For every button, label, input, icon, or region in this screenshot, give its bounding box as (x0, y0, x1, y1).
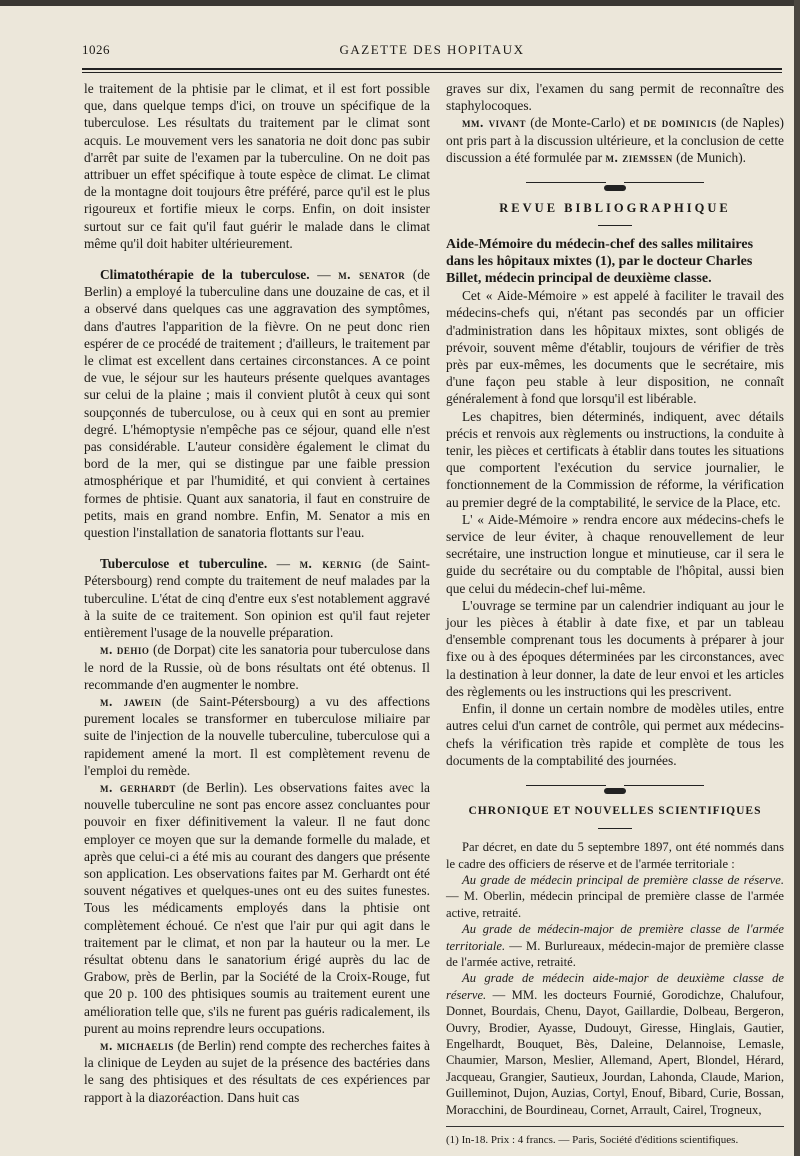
short-rule (598, 828, 632, 829)
right-column (446, 80, 784, 1147)
review-paragraph: L' « Aide-Mémoire » rendra encore aux médecins-chefs le service de leur éviter, à chaque renouvellement de leur secrétaire, une instruction longue et minutieuse, car il sera le guide du secrétaire ou du comptable de l'hôpital, aussi bien que celui du médecin-chef lui-même. (446, 511, 784, 596)
page-header (82, 42, 782, 64)
chronique-paragraph: Au grade de médecin aide-major de deuxième classe de réserve. — MM. les docteurs Fournié, Gorodichze, Chalufour, Donnet, Bourdais, Chenu, Dayot, Gaillardie, Dolbeau, Bergeron, Ouvry, Brodier, Ayasse, Dudouyt, Giresse, Hinglais, Gautier, Engelhardt, Bouquet, Bès, Daleine, Delannoise, Lemasle, Chaumier, Marson, Meslier, Allemand, Apert, Blondel, Hérard, Jacqueau, Grangier, Sautieux, Jourdan, Lahonda, Claude, Marion, Guilleminot, Dujon, Auzias, Cortyl, Enouf, Bibard, Curie, Bossan, Moracchini, de Bourdineau, Cornet, Arrault, Cairel, Trogneux, (446, 971, 784, 1117)
review-paragraph: Cet « Aide-Mémoire » est appelé à faciliter le travail des médecins-chefs qui, n'étant pas secondés par un officier d'administration dans les hôpitaux mixtes, sont obligés de prévoir, souvent même d'établir, toujours de vérifier de très près par eux-mêmes, les documents que le secrétaire, mis d'une façon peu stable à leur disposition, ne connaît généralement à fond que lorsqu'il est libérable. (446, 288, 784, 407)
section-heading-revue: REVUE BIBLIOGRAPHIQUE (499, 201, 731, 216)
author-name: m. ziemssen (605, 149, 673, 165)
chronique-paragraph: Par décret, en date du 5 septembre 1897, ont été nommés dans le cadre des officiers de réserve et de l'armée territoriale : (446, 840, 784, 871)
section-heading-chronique: CHRONIQUE ET NOUVELLES SCIENTIFIQUES (468, 804, 762, 817)
footnote: (1) In-18. Prix : 4 francs. — Paris, Société d'éditions scientifiques. (446, 1134, 739, 1147)
author-name: m. senator (338, 267, 406, 283)
review-paragraph: Les chapitres, bien déterminés, indiquent, avec détails précis et renvois aux règlements ou instructions, la conduite à tenir, les pièces et certificats à établir dans toutes les situations que comportent l'exécution du service journalier, le fonctionnement de la Commission de réforme, la vérification au premier degré de la comptabilité, le service de la Place, etc. (446, 408, 784, 510)
author-name: de dominicis (643, 115, 717, 131)
chronique-paragraph: Au grade de médecin principal de première classe de réserve. — M. Oberlin, médecin principal de première classe de l'armée active, retraité. (446, 872, 784, 920)
paragraph-continuation: graves sur dix, l'examen du sang permit de reconnaître des staphylocoques. (446, 81, 784, 114)
paragraph-michaelis: m. michaelis (de Berlin) rend compte des recherches faites à la clinique de Leyden au sujet de la présence des bactéries dans le sang des phtisiques et des résultats de ces expériences par rapport à la diazoréaction. Dans huit cas (84, 1037, 430, 1105)
section-climatotherapie: Climatothérapie de la tuberculose. — m. senator (de Berlin) a employé la tuberculine dans une douzaine de cas, et il a observé dans quelques cas une aggravation des symptômes, dans d'autres l'apparition de la fièvre. On ne peut donc rien espérer de ce procédé de traitement ; d'ailleurs, le traitement par le climat est excellent dans certaines circonstances. A ce point de vue, le séjour sur les hauteurs présente quelques avantages sur celui de la plaine ; mais il convient plutôt à ceux qui sont soupçonnés de tuberculose, ou à ceux qui en sont au premier degré. L'hémoptysie n'empêche pas ce séjour, quand elle n'est pas considérable. L'auteur considère également le climat du bord de la mer, qui se distingue par une faible pression atmosphérique et par l'humidité, et qui convient à certaines formes de phtisie. Quant aux sanatoria, il faut en construire de petits, mais en grand nombre. Enfin, M. Senator a mis en question l'installation de sanatoria flottants sur l'eau. (84, 267, 431, 541)
author-name: m. michaelis (100, 1037, 174, 1053)
left-column (84, 80, 430, 1106)
section-title: Tuberculose et tuberculine. (100, 556, 268, 572)
section-title: Climatothérapie de la tuberculose. (100, 267, 310, 283)
author-name: m. jawein (100, 693, 162, 709)
journal-title: GAZETTE DES HOPITAUX (339, 42, 525, 57)
review-paragraph: L'ouvrage se termine par un calendrier indiquant au jour le jour les pièces à établir à date fixe, et par un tableau d'ensemble comprenant tous les documents à préparer à jour fixe ou à des époques déterminées par les circonstances, avec la destination à leur donner, la date de leur envoi et les articles des règlements ou les instructions qui les prescrivent. (446, 597, 784, 699)
author-name: m. gerhardt (100, 779, 176, 795)
author-name: m. dehio (100, 642, 150, 658)
paragraph-dehio: m. dehio (de Dorpat) cite les sanatoria pour tuberculose dans le nord de la Russie, où de bons résultats ont été obtenus. Il recommande d'en augmenter le nombre. (84, 642, 430, 692)
page-right-edge (794, 0, 800, 1156)
page-number: 1026 (82, 42, 110, 57)
paragraph-discussion: mm. vivant (de Monte-Carlo) et de dominicis (de Naples) ont pris part à la discussion ultérieure, et la conclusion de cette discussion a été formulée par m. ziemssen (de Munich). (446, 115, 785, 165)
page-top-edge (0, 0, 800, 6)
ornament-divider (446, 781, 784, 791)
paragraph-jawein: m. jawein (de Saint-Pétersbourg) a vu des affections purement locales se transformer en tuberculose miliaire par suite de l'injection de la nouvelle tuberculine, tuberculose qui a rapidement amené la mort. Il est complètement revenu de l'emploi du remède. (84, 693, 430, 778)
paragraph-continuation: le traitement de la phtisie par le climat, et il est fort possible que, dans quelque temps d'ici, on trouve un spécifique de la tuberculose. Les résultats du traitement par le climat sont acquis. Le mouvement vers les sanatoria ne doit donc pas subir d'arrêt par suite de l'examen par la tuberculine. On ne doit pas attribuer un effet spécifique à toute espèce de climat. Le climat de la montagne doit toujours être préféré, parce qu'il est le plus rigoureux et fortifie mieux le corps. Enfin, on doit insister surtout sur ce fait qu'il faut guérir le malade dans le climat même qu'il doit habiter ultérieurement. (84, 81, 430, 251)
ornament-divider (446, 178, 784, 188)
review-paragraph: Enfin, il donne un certain nombre de modèles utiles, entre autres celui d'un carnet de contrôle, qui permet aux médecins-chefs la vérification très rapide et complète de tous les documents de la comptabilité des journées. (446, 701, 784, 768)
short-rule (598, 225, 632, 226)
article-title: Aide-Mémoire du médecin-chef des salles militaires dans les hôpitaux mixtes (1), par le docteur Charles Billet, médecin principal de deuxième classe. (446, 237, 754, 287)
author-name: m. kernig (299, 556, 362, 572)
footnote-rule (446, 1126, 784, 1127)
chronique-body (446, 839, 784, 1118)
paragraph-gerhardt: m. gerhardt (de Berlin). Les observations faites avec la nouvelle tuberculine ne sont pas encore assez concluantes pour pouvoir en fixer définitivement la valeur. Il ne faut donc employer ce moyen que sur la demande formelle du malade, et après que celui-ci a été mis au courant des dangers que présente son application. Les observations faites par M. Gerhardt ont été souvent négatives et quelques-unes ont eu des suites funestes. Tous les médicaments employés dans la phtisie ont complètement échoué. Ce n'est que l'air pur qui agit dans le traitement par le climat, et non par la hauteur ou la mer. Le résultat obtenu dans le sanatorium érigé auprès du lac de Grabow, près de Berlin, par la Société de la Croix-Rouge, fut que 20 p. 100 des phtisiques soumis au traitement eurent une amélioration telle que, s'ils ne furent pas guéris radicalement, ils purent au moins reprendre leurs occupations. (84, 779, 430, 1036)
author-name: mm. vivant (462, 115, 526, 131)
section-tuberculose: Tuberculose et tuberculine. — m. kernig (de Saint-Pétersbourg) rend compte du traitement de neuf malades par la tuberculine. L'état de cinq d'entre eux s'est notablement aggravé à la suite de ce traitement. Son opinion est qu'il faut rejeter entièrement l'usage de la nouvelle préparation. (84, 556, 431, 641)
chronique-paragraph: Au grade de médecin-major de première classe de l'armée territoriale. — M. Burlureaux, médecin-major de première classe de l'armée active, retraité. (446, 922, 784, 969)
header-rule-thin (82, 72, 782, 73)
header-rule (82, 68, 782, 70)
